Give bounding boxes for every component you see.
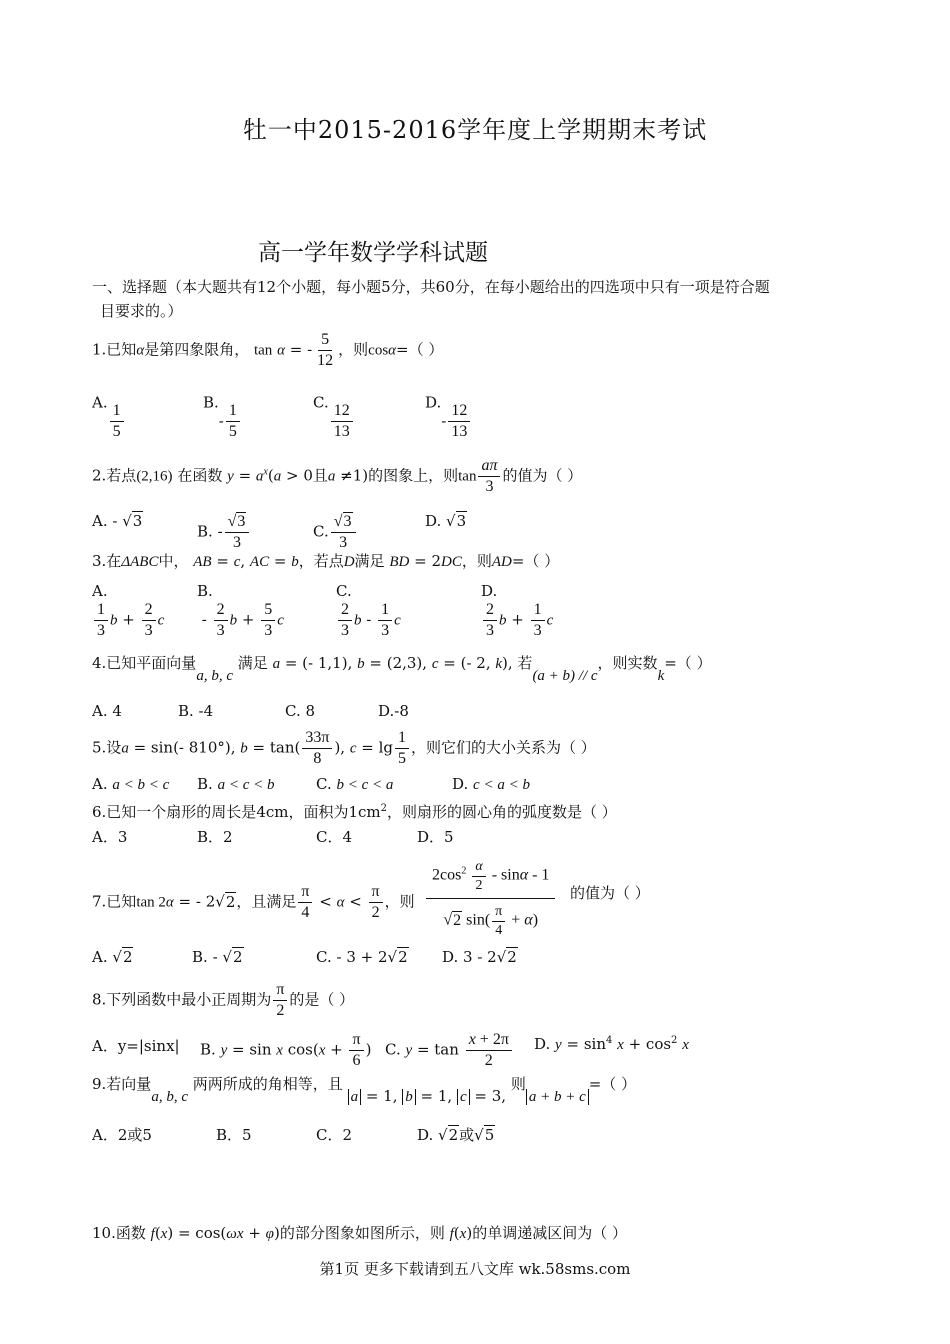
question-9-option-d[interactable]: D. √2或√5 [417,1126,495,1144]
question-2-option-a[interactable]: A. - √3 [92,512,143,530]
question-5-stem: 5.设a = sin(- 810°), b = tan( $\frac{33\pi}{8}$ ), c = lg $\frac{1}{5}$ ，则它们的大小关系为（ ） [92,729,596,767]
question-4-option-a[interactable]: A. 4 [92,702,122,720]
question-3-option-d[interactable]: D. $\frac{2}{3}$ b + $\frac{1}{3}$ c [481,582,554,639]
question-8-option-b[interactable]: B. y = sin x cos(x + $\frac{\pi}{6}$ ) [200,1031,372,1069]
question-3-stem: 3.在ΔABC中， AB = c, AC = b，若点D满足 BD = 2DC，则AD=（ ） [92,552,560,570]
question-9-stem: 9.若向量a, b, c 两两所成的角相等，且 a = 1, b = 1, c = 3, 则a + b + c=（ ） [92,1075,637,1105]
question-6-stem: 6.已知一个扇形的周长是4cm，面积为$1cm^2$，则扇形的圆心角的弧度数是（ ） [92,803,617,821]
page-title: 牡一中2015-2016学年度上学期期末考试 [242,116,708,144]
question-1-option-b[interactable]: B.- $\frac{1}{5}$ [203,383,242,424]
question-2-stem: 2.若点(2,16) 在函数 $y = a^x(a > 0$且a ≠1)的图象上，则tan $\frac{a\pi}{3}$ 的值为（ ） [92,457,583,495]
section-heading: 一、选择题（本大题共有12个小题，每小题5分，共60分，在每小题给出的四选项中只有一项是符合题 [92,278,770,296]
question-6-option-a[interactable]: A．3 [92,828,128,846]
question-2-option-b[interactable]: B. - $\frac{√3}{3}$ [197,512,251,553]
question-1-option-a[interactable]: A. $\frac{1}{5}$ [92,383,126,424]
question-9-option-a[interactable]: A．2或5 [92,1126,152,1144]
question-8-option-d[interactable]: D. $y = \sin^4 x + \cos^2 x$ [534,1035,689,1053]
question-2-option-d[interactable]: D. √3 [425,512,467,530]
page-footer: 第1页 更多下载请到五八文库 wk.58sms.com [319,1260,631,1278]
question-3-option-a[interactable]: A. $\frac{1}{3}$ b + $\frac{2}{3}$ c [92,582,165,639]
question-8-option-c[interactable]: C. y = tan $\frac{x + 2\pi}{2}$ [385,1030,514,1071]
question-4-option-b[interactable]: B. -4 [178,702,214,720]
question-4-stem: 4.已知平面向量a, b, c 满足 a = (- 1,1), b = (2,3), c = (- 2, k), 若(a + b) // c，则实数k=（ ） [92,654,712,684]
question-2-option-c[interactable]: C. $\frac{√3}{3}$ [313,512,358,553]
question-3-option-b[interactable]: B. - $\frac{2}{3}$ b + $\frac{5}{3}$ c [197,582,284,639]
page-subtitle: 高一学年数学学科试题 [258,240,488,266]
question-10-stem: 10.函数 f(x) = cos(ωx + φ)的部分图象如图所示，则 f(x)的单调递减区间为（ ） [92,1224,627,1242]
question-9-option-b[interactable]: B．5 [216,1126,252,1144]
question-6-option-b[interactable]: B．2 [197,828,233,846]
section-heading-cont: 目要求的。） [100,302,183,320]
question-1-stem: 1.已知α是第四象限角， tan α = - $\frac{5}{12}$ ，则cosα=（ ） [92,331,444,369]
question-4-option-d[interactable]: D.-8 [378,702,409,720]
question-8-stem: 8.下列函数中最小正周期为 $\frac{\pi}{2}$ 的是（ ） [92,981,355,1019]
question-7-option-c[interactable]: C. - 3 + 2√2 [316,948,408,966]
question-6-option-c[interactable]: C．4 [316,828,353,846]
question-8-option-a[interactable]: A．y=|sinx| [92,1037,180,1055]
question-5-option-a[interactable]: A. a < b < c [92,775,170,793]
question-3-option-c[interactable]: C. $\frac{2}{3}$ b - $\frac{1}{3}$ c [336,582,401,639]
question-7-option-b[interactable]: B. - √2 [192,948,243,966]
question-6-option-d[interactable]: D．5 [417,828,454,846]
question-1-option-d[interactable]: D.- $\frac{12}{13}$ [425,383,472,424]
question-5-option-d[interactable]: D. c < a < b [452,775,530,793]
question-9-option-c[interactable]: C．2 [316,1126,353,1144]
question-5-option-c[interactable]: C. b < c < a [316,775,394,793]
question-4-option-c[interactable]: C. 8 [285,702,316,720]
question-7-option-d[interactable]: D. 3 - 2√2 [442,948,517,966]
question-5-option-b[interactable]: B. a < c < b [197,775,275,793]
question-7-option-a[interactable]: A. √2 [92,948,133,966]
question-1-option-c[interactable]: C. $\frac{12}{13}$ [313,383,355,424]
